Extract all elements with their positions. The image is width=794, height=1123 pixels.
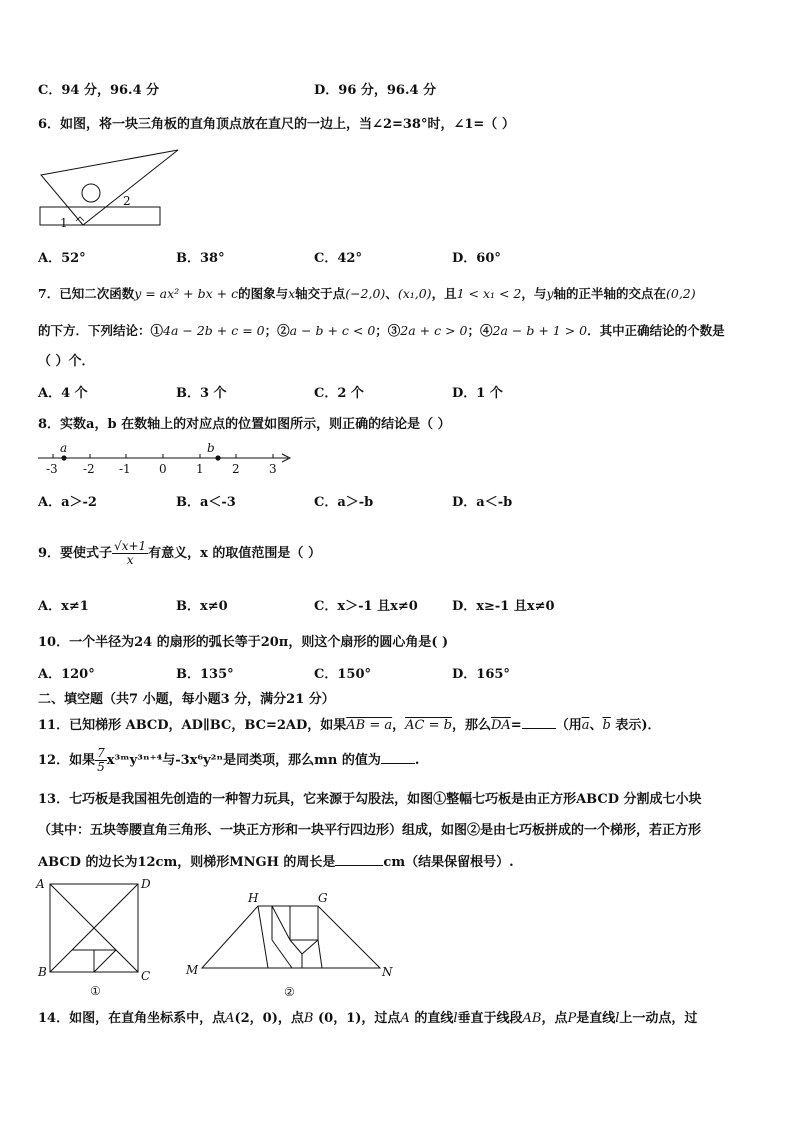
point-a	[61, 455, 66, 460]
q12-fraction: $\frac{7}{5}$	[97, 746, 105, 774]
q6-option-a: A．52°	[38, 251, 86, 266]
section-heading: 二、填空题（共7 小题，每小题3 分，满分21 分）	[38, 692, 335, 707]
q7-stem-line2: 的下方．下列结论：①4a − 2b + c = 0；②a − b + c < 0；③2a + c > 0；④2a − b + 1 > 0．其中正确结论的个数是	[38, 323, 725, 338]
ruler	[40, 207, 160, 225]
tick-label-0: 0	[159, 462, 167, 476]
q5-option-c: C．94 分，96.4 分	[38, 83, 160, 98]
q7-option-c: C．2 个	[314, 386, 364, 401]
q9-option-a: A．x≠1	[38, 599, 89, 614]
figure-2-caption: ②	[284, 985, 295, 999]
tick-label-1: 1	[196, 462, 204, 476]
tick-label-neg2: -2	[83, 462, 95, 476]
q10-option-a: A．120°	[38, 667, 95, 682]
tick-label-neg3: -3	[46, 462, 58, 476]
point-b-label: b	[207, 441, 215, 455]
q8-number-line	[38, 442, 298, 478]
q9-option-c: C．x＞-1 且x≠0	[314, 599, 418, 614]
point-a-label: a	[60, 441, 68, 455]
q9-option-b: B．x≠0	[176, 599, 228, 614]
q13-stem-line3: ABCD 的边长为12cm，则梯形MNGH 的周长是 cm（结果保留根号）.	[38, 855, 514, 870]
vertex-A: A	[36, 877, 45, 891]
q10-option-c: C．150°	[314, 667, 371, 682]
q6-option-d: D．60°	[452, 251, 501, 266]
q8-option-d: D．a＜-b	[452, 495, 513, 510]
q7-stem-line1: 7．已知二次函数y = ax² + bx + c的图象与x轴交于点(−2,0)、(x₁,0)，且1 < x₁ < 2，与y轴的正半轴的交点在(0,2)	[38, 286, 696, 301]
q7-option-a: A．4 个	[38, 386, 88, 401]
figure-1-caption: ①	[90, 984, 101, 998]
vertex-G: G	[318, 891, 328, 905]
tick-label-2: 2	[232, 462, 240, 476]
q13-stem-line2: （其中：五块等腰直角三角形、一块正方形和一块平行四边形）组成，如图②是由七巧板拼成的一个梯形，若正方形	[38, 823, 702, 838]
number-line-ticks	[53, 454, 273, 458]
q6-figure	[38, 145, 168, 230]
vertex-M: M	[186, 963, 199, 977]
vertex-B: B	[38, 965, 47, 979]
q5-option-d: D．96 分，96.4 分	[314, 83, 437, 98]
vertex-N: N	[382, 965, 393, 979]
q6-option-b: B．38°	[176, 251, 225, 266]
vertex-H: H	[248, 891, 259, 905]
q6-stem: 6．如图，将一块三角板的直角顶点放在直尺的一边上，当∠2=38°时，∠1=（ ）	[38, 117, 515, 132]
q10-option-d: D．165°	[452, 667, 510, 682]
tangram-figure-2	[186, 888, 396, 1000]
q9-option-d: D．x≥-1 且x≠0	[452, 599, 555, 614]
angle-2-label: 2	[123, 194, 131, 208]
q10-stem: 10．一个半径为24 的扇形的弧长等于20π，则这个扇形的圆心角是( )	[38, 635, 449, 650]
q8-stem: 8．实数a，b 在数轴上的对应点的位置如图所示，则正确的结论是（ ）	[38, 417, 451, 432]
q13-stem-line1: 13．七巧板是我国祖先创造的一种智力玩具，它来源于勾股法，如图①整幅七巧板是由正方形ABCD 分割成七小块	[38, 792, 702, 807]
q8-option-c: C．a＞-b	[314, 495, 374, 510]
point-b	[215, 455, 220, 460]
vertex-C: C	[141, 969, 151, 983]
tangram-figure-1	[36, 876, 156, 1001]
tick-label-3: 3	[269, 462, 277, 476]
tick-label-neg1: -1	[119, 462, 131, 476]
q9-stem: 9．要使式子 $\frac{√x+1}{x}$ 有意义，x 的取值范围是（ ）	[38, 539, 321, 567]
set-square	[41, 150, 178, 225]
angle-1-label: 1	[60, 216, 68, 230]
q13-answer-blank	[335, 853, 383, 866]
vertex-D: D	[141, 877, 151, 891]
q12-stem: 12．如果 $\frac{7}{5}$ x³ᵐy³ⁿ⁺⁴与-3x⁶y²ⁿ是同类项，那么mn 的值为 .	[38, 746, 420, 774]
q11-answer-blank	[522, 716, 556, 729]
set-square-hole	[82, 184, 100, 202]
q7-stem-line3: （ ）个．	[38, 354, 95, 369]
q7-option-b: B．3 个	[176, 386, 227, 401]
q9-fraction: $\frac{√x+1}{x}$	[114, 539, 147, 567]
q12-answer-blank	[381, 751, 415, 764]
q8-option-a: A．a＞-2	[38, 495, 97, 510]
q10-option-b: B．135°	[176, 667, 234, 682]
q14-stem: 14．如图，在直角坐标系中，点A(2，0)，点B (0，1)，过点A 的直线l垂直于线段AB，点P是直线l上一动点，过	[38, 1011, 698, 1026]
q8-option-b: B．a＜-3	[176, 495, 236, 510]
q6-option-c: C．42°	[314, 251, 362, 266]
q7-option-d: D．1 个	[452, 386, 503, 401]
q11-stem: 11．已知梯形 ABCD，AD∥BC，BC=2AD，如果AB = a，AC = b，那么$\overline{DA}=$ （用$\overline{a}$、$\overline{b}$ 表示)．	[38, 718, 661, 733]
